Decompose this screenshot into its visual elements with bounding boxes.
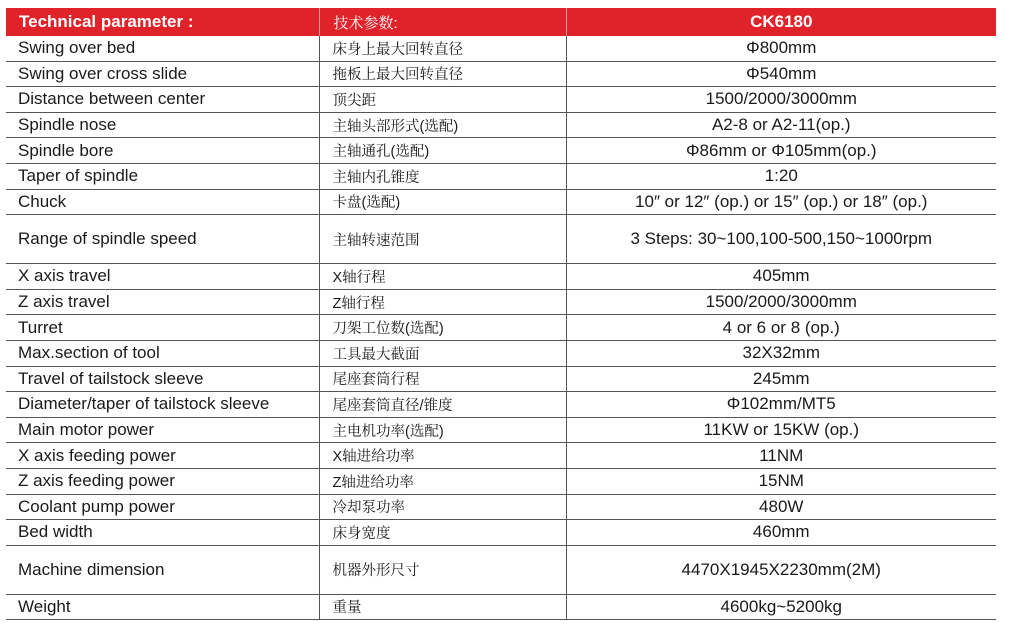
param-en: Max.section of tool — [6, 340, 319, 366]
param-value: 4470X1945X2230mm(2M) — [566, 545, 996, 594]
table-row — [6, 545, 996, 594]
header-row — [6, 8, 996, 36]
param-en: Bed width — [6, 520, 319, 546]
param-cn: X轴进给功率 — [319, 443, 566, 469]
param-cn: 主轴通孔(选配) — [319, 138, 566, 164]
param-cn: X轴行程 — [319, 264, 566, 290]
table-row — [6, 494, 996, 520]
param-value: 245mm — [566, 366, 996, 392]
header-parameter: Technical parameter : — [6, 8, 319, 36]
table-row — [6, 340, 996, 366]
param-value: A2-8 or A2-11(op.) — [566, 112, 996, 138]
table-row — [6, 138, 996, 164]
table-row — [6, 163, 996, 189]
param-cn: 床身上最大回转直径 — [319, 36, 566, 61]
param-cn: 主轴头部形式(选配) — [319, 112, 566, 138]
param-value: 3 Steps: 30~100,100-500,150~1000rpm — [566, 215, 996, 264]
table-row — [6, 315, 996, 341]
table-row — [6, 112, 996, 138]
param-value: 4600kg~5200kg — [566, 594, 996, 620]
table-row — [6, 189, 996, 215]
param-cn: 冷却泵功率 — [319, 494, 566, 520]
table-row — [6, 366, 996, 392]
param-en: Z axis travel — [6, 289, 319, 315]
param-en: Weight — [6, 594, 319, 620]
param-value: 11KW or 15KW (op.) — [566, 417, 996, 443]
param-cn: 工具最大截面 — [319, 340, 566, 366]
param-en: Turret — [6, 315, 319, 341]
header-parameter-cn: 技术参数: — [319, 8, 566, 36]
param-en: Swing over cross slide — [6, 61, 319, 87]
table-row — [6, 264, 996, 290]
param-cn: 尾座套筒直径/锥度 — [319, 392, 566, 418]
param-value: 460mm — [566, 520, 996, 546]
param-cn: 主轴内孔锥度 — [319, 163, 566, 189]
param-value: 11NM — [566, 443, 996, 469]
table-row — [6, 520, 996, 546]
param-en: Range of spindle speed — [6, 215, 319, 264]
param-cn: Z轴进给功率 — [319, 468, 566, 494]
spec-table — [6, 8, 996, 620]
param-cn: 主轴转速范围 — [319, 215, 566, 264]
param-value: 480W — [566, 494, 996, 520]
param-cn: 卡盘(选配) — [319, 189, 566, 215]
param-value: Φ102mm/MT5 — [566, 392, 996, 418]
param-value: 1:20 — [566, 163, 996, 189]
table-row — [6, 468, 996, 494]
param-value: 4 or 6 or 8 (op.) — [566, 315, 996, 341]
param-en: Swing over bed — [6, 36, 319, 61]
param-cn: 顶尖距 — [319, 87, 566, 113]
param-en: Taper of spindle — [6, 163, 319, 189]
param-en: Distance between center — [6, 87, 319, 113]
table-row — [6, 61, 996, 87]
param-value: 1500/2000/3000mm — [566, 289, 996, 315]
param-cn: 机器外形尺寸 — [319, 545, 566, 594]
table-row — [6, 392, 996, 418]
param-value: Φ540mm — [566, 61, 996, 87]
table-row — [6, 443, 996, 469]
param-cn: 尾座套筒行程 — [319, 366, 566, 392]
param-value: 15NM — [566, 468, 996, 494]
param-en: X axis travel — [6, 264, 319, 290]
param-cn: Z轴行程 — [319, 289, 566, 315]
param-en: Chuck — [6, 189, 319, 215]
param-cn: 主电机功率(选配) — [319, 417, 566, 443]
param-en: X axis feeding power — [6, 443, 319, 469]
param-value: 1500/2000/3000mm — [566, 87, 996, 113]
table-row — [6, 594, 996, 620]
param-en: Spindle bore — [6, 138, 319, 164]
param-value: 405mm — [566, 264, 996, 290]
table-row — [6, 36, 996, 61]
param-value: Φ86mm or Φ105mm(op.) — [566, 138, 996, 164]
param-en: Coolant pump power — [6, 494, 319, 520]
param-cn: 刀架工位数(选配) — [319, 315, 566, 341]
param-en: Diameter/taper of tailstock sleeve — [6, 392, 319, 418]
param-en: Travel of tailstock sleeve — [6, 366, 319, 392]
param-en: Machine dimension — [6, 545, 319, 594]
param-value: 10″ or 12″ (op.) or 15″ (op.) or 18″ (op.) — [566, 189, 996, 215]
table-row — [6, 87, 996, 113]
param-value: 32X32mm — [566, 340, 996, 366]
param-en: Spindle nose — [6, 112, 319, 138]
table-row — [6, 289, 996, 315]
param-value: Φ800mm — [566, 36, 996, 61]
table-row — [6, 215, 996, 264]
header-model: CK6180 — [566, 8, 996, 36]
param-en: Main motor power — [6, 417, 319, 443]
param-cn: 重量 — [319, 594, 566, 620]
param-cn: 床身宽度 — [319, 520, 566, 546]
table-row — [6, 417, 996, 443]
param-en: Z axis feeding power — [6, 468, 319, 494]
param-cn: 拖板上最大回转直径 — [319, 61, 566, 87]
